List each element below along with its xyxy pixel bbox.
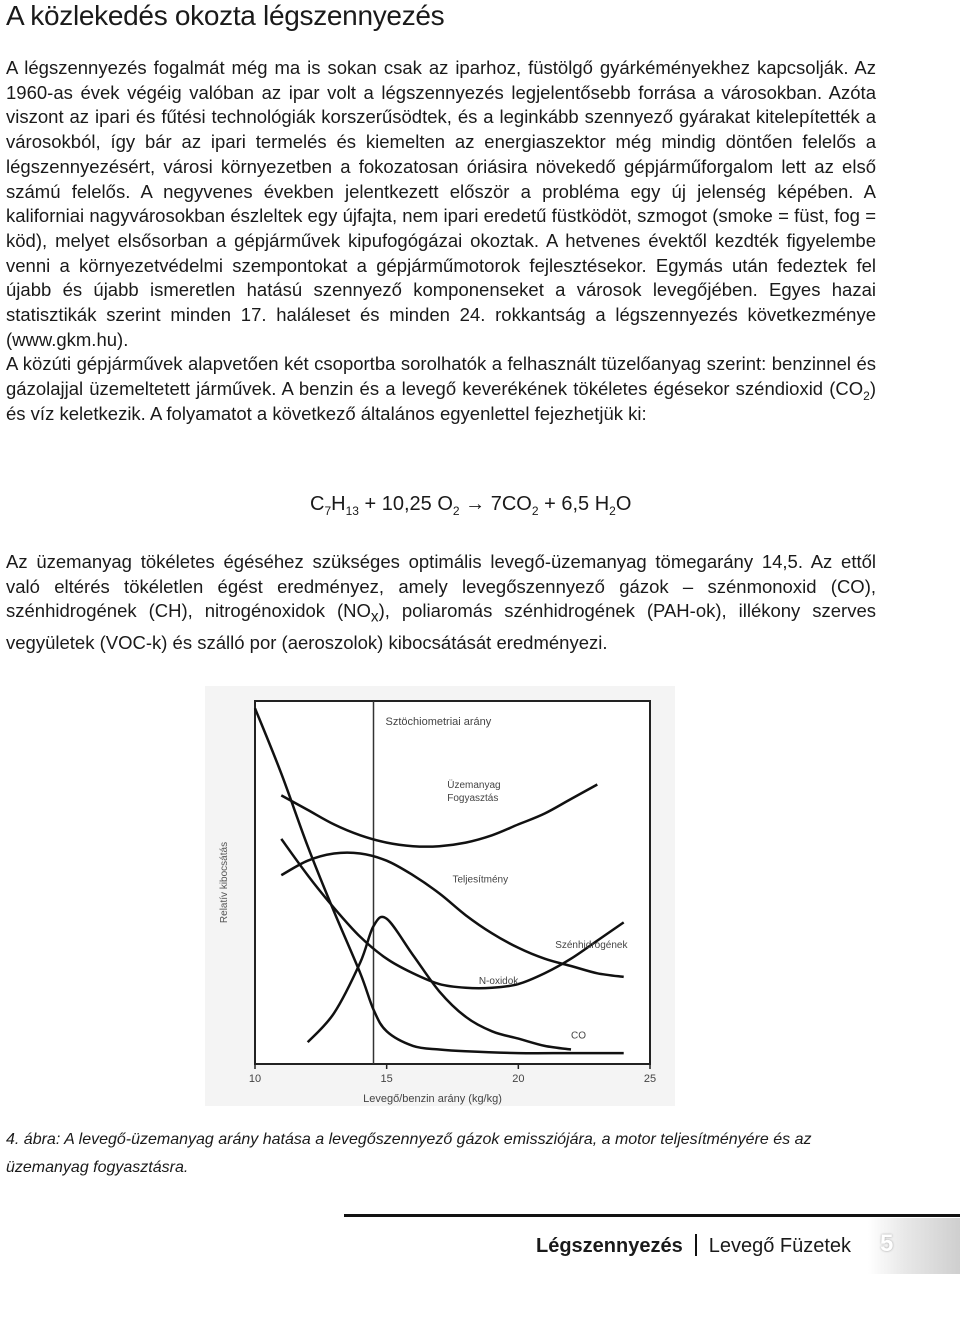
- x-axis-label: Levegő/benzin arány (kg/kg): [363, 1093, 502, 1105]
- page-title: A közlekedés okozta légszennyezés: [6, 0, 445, 31]
- y-axis-label: Relatív kibocsátás: [219, 841, 230, 924]
- footer: [536, 1234, 851, 1258]
- emission-chart: [205, 686, 675, 1106]
- body-text: [6, 56, 876, 427]
- paragraph-3: Az üzemanyag tökéletes égéséhez szükséges optimális levegő-üzemanyag tömegarány 14,5. Az ettől való eltérés tökéletlen égést eredményez, amely levegőszennyező gázok – szénmonoxid (CO), szénhidrogének (CH), nitrogénoxidok $(NO_x)$, poliaromás szénhidrogének (PAH-ok), illékony szerves vegyületek (VOC-k) és szálló por (aeroszolok) kibocsátását eredményezi.: [6, 551, 876, 653]
- footer-rule: [344, 1214, 960, 1217]
- page-number: 5: [880, 1230, 894, 1257]
- x-tick-label: 20: [512, 1073, 525, 1085]
- series-label-co: CO: [571, 1030, 586, 1042]
- footer-publication: Levegő Füzetek: [708, 1235, 852, 1257]
- x-tick-label: 25: [643, 1073, 657, 1085]
- series-label--zemanyag-fogyaszt-s: Üzemanyag: [447, 780, 501, 792]
- series-label-n-oxidok: N-oxidok: [478, 976, 519, 988]
- x-tick-label: 15: [380, 1073, 393, 1085]
- paragraph-2: A közúti gépjárművek alapvetően két csoportba sorolhatók a felhasznált tüzelőanyag szerint: benzinnel és gázolajjal üzemeltetett járművek. A benzin és a levegő keverékének tökéletes égésekor széndioxid $(CO_2)$ és víz keletkezik. A folyamatot a következő általános egyenlettel fejezhetjük ki:: [6, 353, 876, 424]
- emission-chart-svg: [205, 686, 675, 1106]
- footer-section: Légszennyezés: [536, 1235, 683, 1257]
- series-label--zemanyag-fogyaszt-s: Fogyasztás: [447, 793, 499, 805]
- combustion-equation: $C_7H_{13} + 10,25$ $O_2 \to 7CO_2 + 6,5$ $H_2O$: [310, 493, 632, 518]
- stoichiometric-label: Sztöchiometriai arány: [385, 716, 492, 728]
- footer-separator: [695, 1234, 697, 1256]
- paragraph-1: A légszennyezés fogalmát még ma is sokan csak az iparhoz, füstölgő gyárkéményekhez kapcsolják. Az 1960-as évek végéig valóban az ipar volt a légszennyezés legjelentősebb forrása a városokban. Azóta viszont az ipari és fűtési technológiák korszerűsödtek, és a leginkább szennyező gyárakat kitelepítették a városokból, így bár az ipari termelés és kiemelten az energiaszektor még mindig döntően felelős a légszennyezésért, városi környezetben a fokozatosan óriásira növekedő gépjárműforgalom lett az első számú felelős. A negyvenes években jelentkezett először a probléma egy új jelenség képében. A kaliforniai nagyvárosokban észleltek egy újfajta, nem ipari eredetű füstködöt, szmogot (smoke = füst, fog = köd), melyet elsősorban a gépjárművek kipufogógázai okoztak. A hetvenes évektől kezdték figyelembe venni a környezetvédelmi szempontokat a gépjárműmotorok fejlesztésekor. Egymás után fedeztek fel újabb és újabb ismeretlen hatású szennyező komponenseket a városok levegőjében. Egyes hazai statisztikák szerint minden 17. haláleset és minden 24. rokkantság a légszennyezés következménye (www.gkm.hu).: [6, 57, 876, 350]
- figure-caption: 4. ábra: A levegő-üzemanyag arány hatása a levegőszennyező gázok emissziójára, a motor teljesítményére és az üzemanyag fogyasztásra.: [6, 1131, 812, 1176]
- series-label-teljes-tm-ny: Teljesítmény: [452, 874, 509, 886]
- x-tick-label: 10: [248, 1073, 262, 1085]
- series-label-sz-nhidrog-nek: Szénhidrogének: [555, 939, 628, 951]
